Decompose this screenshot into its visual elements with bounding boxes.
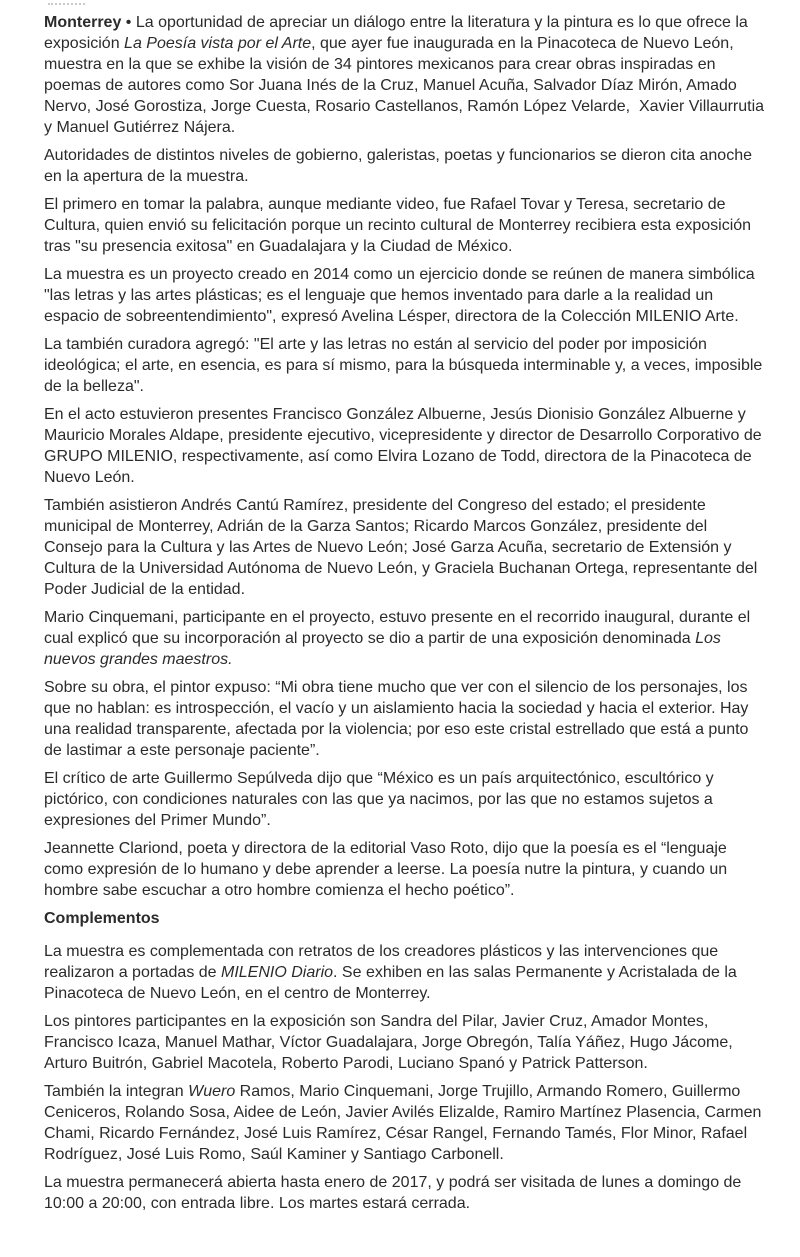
paragraph-text: La también curadora agregó: "El arte y las letras no están al servicio del poder por imposición ideológica; el arte, en esencia, es para sí mismo, para la búsqueda interminable y, a veces, imposible de la belleza". <box>44 336 767 395</box>
dateline-city: Monterrey <box>44 14 122 31</box>
article-paragraph <box>44 838 770 901</box>
article-paragraph <box>44 334 770 397</box>
paragraph-text: En el acto estuvieron presentes Francisco González Albuerne, Jesús Dionisio González Albuerne y Mauricio Morales Aldape, presidente ejecutivo, vicepresidente y director de Desarrollo Corporativo de GRUPO MILENIO, respectivamente, así como Elvira Lozano de Todd, directora de la Pinacoteca de Nuevo León. <box>44 406 767 486</box>
article-paragraph <box>44 1172 770 1214</box>
paragraph-text: • La oportunidad de apreciar un diálogo entre la literatura y la pintura es lo que ofrece la exposición <box>44 14 753 52</box>
paragraph-text: El primero en tomar la palabra, aunque mediante video, fue Rafael Tovar y Teresa, secretario de Cultura, quien envió su felicitación porque un recinto cultural de Monterrey recibiera esta exposición tras "su presencia exitosa" en Guadalajara y la Ciudad de México. <box>44 196 756 255</box>
section-heading-complementos: Complementos <box>44 910 160 927</box>
dotted-divider-artifact <box>48 3 85 5</box>
exhibition-title-italic: La Poesía vista por el Arte <box>124 35 312 52</box>
article-paragraph <box>44 941 770 1004</box>
article-paragraph <box>44 1081 770 1165</box>
paragraph-text: Ramos, Mario Cinquemani, Jorge Trujillo, Armando Romero, Guillermo Ceniceros, Rolando Sosa, Aidee de León, Javier Avilés Elizalde, Ramiro Martínez Plasencia, Carmen Chami, Ricardo Fernández, José Luis Ramírez, César Rangel, Fernando Tamés, Flor Minor, Rafael Rodríguez, José Luis Romo, Saúl Kaminer y Santiago Carbonell. <box>44 1083 766 1163</box>
article-paragraph <box>44 404 770 488</box>
article-paragraph <box>44 607 770 670</box>
lead-paragraph <box>44 12 770 138</box>
paragraph-text: , que ayer fue inaugurada en la Pinacoteca de Nuevo León, muestra en la que se exhibe la visión de 34 pintores mexicanos para crear obras inspiradas en poemas de autores como Sor Juana Inés de la Cruz, Manuel Acuña, Salvador Díaz Mirón, Amado Nervo, José Gorostiza, Jorge Cuesta, Rosario Castellanos, Ramón López Velarde, Xavier Villaurrutia y Manuel Gutiérrez Nájera. <box>44 35 769 136</box>
paragraph-text: Sobre su obra, el pintor expuso: “Mi obra tiene mucho que ver con el silencio de los personajes, los que no hablan: es introspección, el vacío y un aislamiento hacia la sociedad y hacia el exterior. Hay una realidad transparente, afectada por la violencia; por eso este cristal estrellado que está a punto de lastimar a este personaje paciente”. <box>44 679 753 759</box>
paragraph-text: Autoridades de distintos niveles de gobierno, galeristas, poetas y funcionarios se dieron cita anoche en la apertura de la muestra. <box>44 147 757 185</box>
publication-title-italic: MILENIO Diario <box>221 964 334 981</box>
article-paragraph <box>44 1011 770 1074</box>
paragraph-text: También asistieron Andrés Cantú Ramírez, presidente del Congreso del estado; el presidente municipal de Monterrey, Adrián de la Garza Santos; Ricardo Marcos González, presidente del Consejo para la Cultura y las Artes de Nuevo León; José Garza Acuña, secretario de Extensión y Cultura de la Universidad Autónoma de Nuevo León, y Graciela Buchanan Ortega, representante del Poder Judicial de la entidad. <box>44 497 762 598</box>
paragraph-text: Los pintores participantes en la exposición son Sandra del Pilar, Javier Cruz, Amador Montes, Francisco Icaza, Manuel Mathar, Víctor Guadalajara, Jorge Obregón, Talía Yáñez, Hugo Jácome, Arturo Buitrón, Gabriel Macotela, Roberto Parodi, Luciano Spanó y Patrick Patterson. <box>44 1013 737 1072</box>
paragraph-text: La muestra es un proyecto creado en 2014 como un ejercicio donde se reúnen de manera simbólica "las letras y las artes plásticas; es el lenguaje que hemos inventado para darle a la realidad un espacio de sobreentendimiento", expresó Avelina Lésper, directora de la Colección MILENIO Arte. <box>44 266 760 325</box>
paragraph-text: . Se exhiben en las salas Permanente y Acristalada de la Pinacoteca de Nuevo León, en el centro de Monterrey. <box>44 964 742 1002</box>
paragraph-text: Jeannette Clariond, poeta y directora de la editorial Vaso Roto, dijo que la poesía es el “lenguaje como expresión de lo humano y debe aprender a leerse. La poesía nutre la pintura, y cuando un hombre sabe escuchar a otro hombre comienza el hecho poético”. <box>44 840 732 899</box>
article-paragraph <box>44 194 770 257</box>
paragraph-text: La muestra es complementada con retratos de los creadores plásticos y las intervenciones que realizaron a portadas de <box>44 943 723 981</box>
paragraph-text: La muestra permanecerá abierta hasta enero de 2017, y podrá ser visitada de lunes a domingo de 10:00 a 20:00, con entrada libre. Los martes estará cerrada. <box>44 1174 746 1212</box>
article-paragraph <box>44 145 770 187</box>
paragraph-text: El crítico de arte Guillermo Sepúlveda dijo que “México es un país arquitectónico, escultórico y pictórico, con condiciones naturales con las que ya nacimos, por las que no estamos sujetos a expresiones del Primer Mundo”. <box>44 770 719 829</box>
article-paragraph <box>44 677 770 761</box>
nickname-italic: Wuero <box>188 1083 236 1100</box>
paragraph-text: Mario Cinquemani, participante en el proyecto, estuvo presente en el recorrido inaugural, durante el cual explicó que su incorporación al proyecto se dio a partir de una exposición denominada <box>44 609 755 647</box>
article-paragraph <box>44 768 770 831</box>
exhibition-title-italic: Los nuevos grandes maestros. <box>44 630 726 668</box>
article-paragraph <box>44 495 770 600</box>
paragraph-text: También la integran <box>44 1083 189 1100</box>
article-paragraph <box>44 264 770 327</box>
